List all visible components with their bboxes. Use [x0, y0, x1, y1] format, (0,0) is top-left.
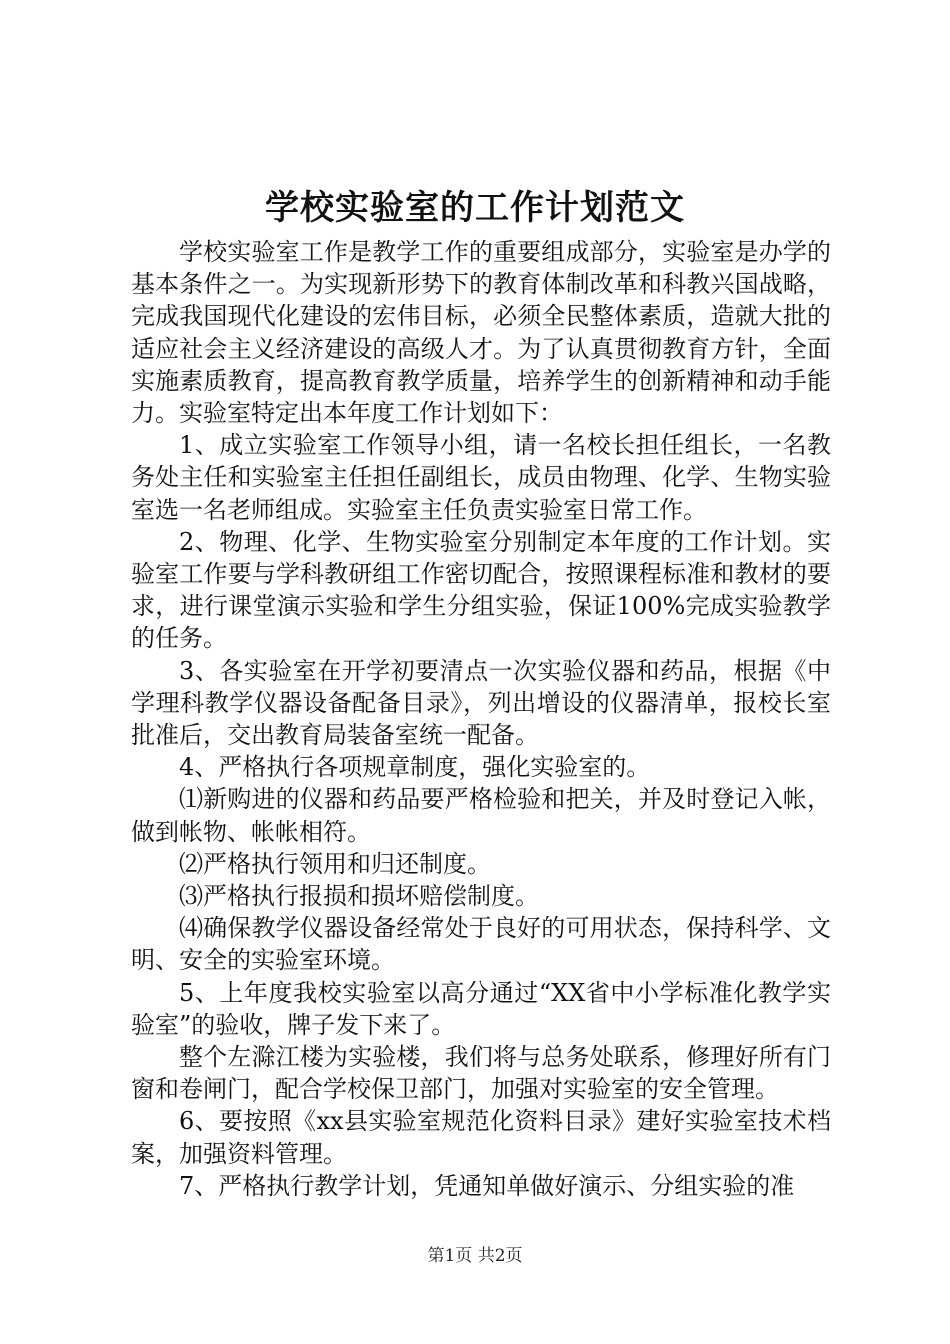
paragraph-item-3: 3、各实验室在开学初要清点一次实验仪器和药品，根据《中学理科教学仪器设备配备目录》，列出增设的仪器清单，报校长室批准后，交出教育局装备室统一配备。: [131, 656, 831, 750]
paragraph-item-2: 2、物理、化学、生物实验室分别制定本年度的工作计划。实验室工作要与学科教研组工作密切配合，按照课程标准和教材的要求，进行课堂演示实验和学生分组实验，保证100%完成实验教学的任务。: [131, 527, 831, 653]
paragraph-subitem-1: ⑴新购进的仪器和药品要严格检验和把关，并及时登记入帐，做到帐物、帐帐相符。: [131, 785, 831, 846]
page-footer: 第1页 共2页: [427, 1246, 523, 1266]
document-body: [131, 236, 831, 1202]
paragraph-item-6: 6、要按照《xx县实验室规范化资料目录》建好实验室技术档案，加强资料管理。: [131, 1107, 831, 1168]
paragraph-intro: 学校实验室工作是教学工作的重要组成部分，实验室是办学的基本条件之一。为实现新形势下的教育体制改革和科教兴国战略，完成我国现代化建设的宏伟目标，必须全民整体素质，造就大批的适应社会主义经济建设的高级人才。为了认真贯彻教育方针，全面实施素质教育，提高教育教学质量，培养学生的创新精神和动手能力。实验室特定出本年度工作计划如下：: [131, 238, 831, 428]
paragraph-item-4: 4、严格执行各项规章制度，强化实验室的。: [179, 753, 651, 782]
paragraph-subitem-3: ⑶严格执行报损和损坏赔偿制度。: [179, 882, 539, 911]
paragraph-subitem-2: ⑵严格执行领用和归还制度。: [179, 849, 491, 878]
paragraph-item-5: 5、上年度我校实验室以高分通过“XX省中小学标准化教学实验室”的验收，牌子发下来了。: [131, 978, 831, 1039]
paragraph-subitem-4: ⑷确保教学仪器设备经常处于良好的可用状态，保持科学、文明、安全的实验室环境。: [131, 914, 831, 975]
paragraph-item-7: 7、严格执行教学计划，凭通知单做好演示、分组实验的准: [179, 1171, 795, 1200]
document-title: 学校实验室的工作计划范文: [265, 188, 685, 228]
paragraph-item-1: 1、成立实验室工作领导小组，请一名校长担任组长，一名教务处主任和实验室主任担任副组长，成员由物理、化学、生物实验室选一名老师组成。实验室主任负责实验室日常工作。: [131, 431, 831, 524]
paragraph-building-note: 整个左滁江楼为实验楼，我们将与总务处联系，修理好所有门窗和卷闸门，配合学校保卫部门，加强对实验室的安全管理。: [131, 1043, 831, 1104]
